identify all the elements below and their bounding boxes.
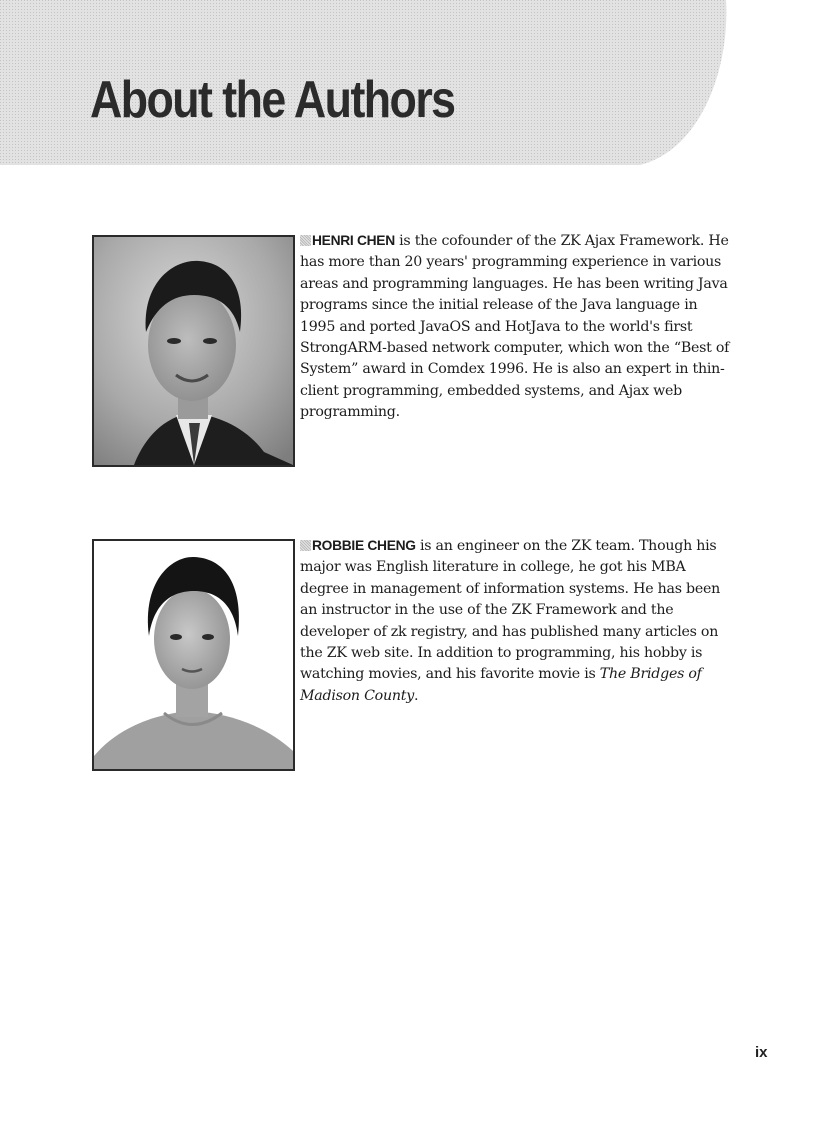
author-photo-henri-chen [92,235,295,467]
bio-text: is the cofounder of the ZK Ajax Framework. He has more than 20 years' programming experience in various areas and programming languages. He has been writing Java programs since the initial release of the Java language in 1995 and ported JavaOS and HotJava to the world's first StrongARM-based network computer, which won the “Best of System” award in Comdex 1996. He is also an expert in thin-client programming, embedded systems, and Ajax web programming. [300,233,730,421]
author-photo-robbie-cheng [92,539,295,771]
author-name: HENRI CHEN [312,233,395,248]
bio-text: is an engineer on the ZK team. Though his major was English literature in college, he got his MBA degree in management of information systems. He has been an instructor in the use of the ZK Framework and the developer of zk registry, and has published many articles on the ZK web site. In addition to programming, his hobby is watching movies, and his favorite movie is [300,538,721,683]
bio-text-end: . [413,687,419,704]
page-number: ix [755,1044,768,1061]
page-title: About the Authors [90,71,455,129]
section-marker-icon [300,235,311,246]
favorite-movie-title: The Bridges of Madison County [300,666,702,704]
author-name: ROBBIE CHENG [312,538,416,553]
author-bio-robbie-cheng [300,535,730,707]
author-bio-henri-chen [300,230,730,424]
section-marker-icon [300,540,311,551]
